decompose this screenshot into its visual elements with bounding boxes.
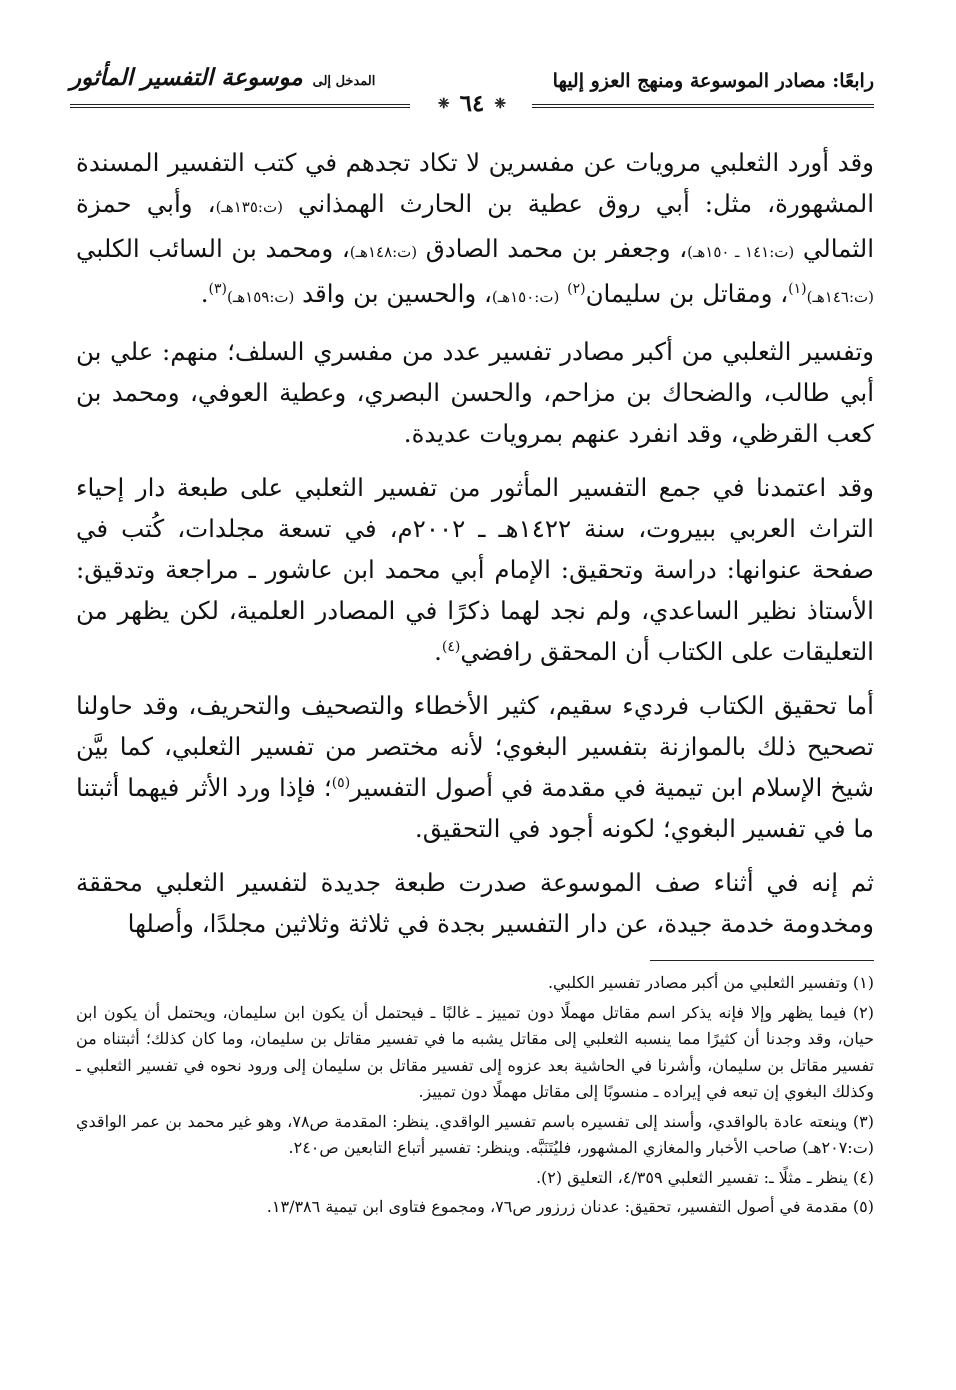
paragraph [76, 142, 874, 318]
book-prefix: المدخل إلى [312, 74, 376, 89]
header-rule-right [532, 104, 874, 108]
paragraph-text: ، وأبي حمزة الثمالي [76, 189, 874, 263]
death-date: (ت:١٤٨هـ) [349, 243, 418, 261]
section-title: رابعًا: مصادر الموسوعة ومنهج العزو إليها [552, 70, 874, 92]
paragraph-text: ، والحسين بن واقد [294, 279, 492, 308]
paragraph-text: أما تحقيق الكتاب فرديء سقيم، كثير الأخطاء والتصحيف والتحريف، وقد حاولنا تصحيح ذلك بالموازنة بتفسير البغوي؛ لأنه مختصر من تفسير الثعلبي، كما بيَّن شيخ الإسلام ابن تيمية في مقدمة في أصول التفسير [76, 691, 875, 802]
paragraph-text: ؛ فإذا ورد الأثر فيهما أثبتنا ما في تفسير البغوي؛ لكونه أجود في التحقيق. [76, 773, 874, 843]
paragraph [76, 331, 874, 454]
ornament-icon: ❈ [494, 95, 507, 112]
footnote: (١) وتفسير الثعلبي من أكبر مصادر تفسير الكلبي. [547, 973, 874, 992]
footnote: (٣) وينعته عادة بالواقدي، وأسند إلى تفسيره باسم تفسير الواقدي. ينظر: المقدمة ص٧٨، وهو غير محمد بن عمر الواقدي (ت:٢٠٧هـ) صاحب الأخبار والمغازي المشهور، فليُتَنَبَّه. وينظر: تفسير أتباع التابعين ص٢٤٠. [76, 1111, 874, 1157]
death-date: (ت:١٤١ ـ ١٥٠هـ) [687, 243, 795, 261]
paragraph-text [559, 279, 567, 308]
header-rule-left [70, 104, 410, 108]
death-date: (ت:١٣٥هـ) [215, 198, 283, 216]
footnote: (٢) فيما يظهر وإلا فإنه يذكر اسم مقاتل مهملًا دون تمييز ـ غالبًا ـ فيحتمل أن يكون ابن سليمان، ويحتمل أن يكون ابن حيان، وقد وجدنا أن كثيرًا مما ينسبه الثعلبي إلى مقاتل يشبه ما في تفسير مقاتل بن سليمان، وما كان كذلك؛ أثبتناه من تفسير مقاتل بن سليمان، وأشرنا في الحاشية بعد عزوه إلى تفسير مقاتل بن سليمان إلى ورود نحوه في تفسير الثعلبي ـ وكذلك البغوي إن تبعه في إيراده ـ منسوبًا إلى مقاتل مهملًا دون تمييز. [76, 1002, 874, 1101]
book-title-block [70, 64, 375, 91]
paragraph-text: ، ومقاتل بن سليمان [585, 279, 789, 308]
death-date: (ت:١٥٠هـ) [491, 288, 560, 306]
page-number-block [438, 90, 506, 117]
paragraph-text: . [434, 637, 442, 666]
paragraph [76, 467, 874, 672]
death-date: (ت:١٤٦هـ) [806, 288, 874, 306]
paragraph [76, 685, 874, 849]
footnote-ref: (٤) [441, 638, 461, 655]
paragraph-text: وقد اعتمدنا في جمع التفسير المأثور من تفسير الثعلبي على طبعة دار إحياء التراث العربي ببيروت، سنة ١٤٢٢هـ ـ ٢٠٠٢م، في تسعة مجلدات، كُتب في صفحة عنوانها: دراسة وتحقيق: الإمام أبي محمد ابن عاشور ـ مراجعة وتدقيق: الأستاذ نظير الساعدي، ولم نجد لهما ذكرًا في المصادر العلمية، لكن يظهر من التعليقات على الكتاب أن المحقق رافضي [76, 473, 874, 666]
paragraph [76, 862, 874, 944]
footnote-ref: (٣) [208, 280, 227, 297]
paragraph-text: ، وجعفر بن محمد الصادق [417, 234, 688, 263]
footnotes [76, 970, 874, 1224]
paragraph-text: وتفسير الثعلبي من أكبر مصادر تفسير عدد من مفسري السلف؛ منهم: علي بن أبي طالب، والضحاك بن مزاحم، والحسن البصري، وعطية العوفي، ومحمد بن كعب القرظي، وقد انفرد عنهم بمرويات عديدة. [76, 337, 874, 448]
paragraph-text: ، ومحمد بن السائب الكلبي [76, 234, 350, 263]
footnote-ref: (١) [788, 280, 807, 297]
paragraph-text: وقد أورد الثعلبي مرويات عن مفسرين لا تكاد تجدهم في كتب التفسير المسندة المشهورة، مثل: أبي روق عطية بن الحارث الهمذاني [76, 148, 874, 218]
footnote-ref: (٢) [567, 280, 586, 297]
paragraph-text: ثم إنه في أثناء صف الموسوعة صدرت طبعة جديدة لتفسير الثعلبي محققة ومخدومة خدمة جيدة، عن دار التفسير بجدة في ثلاثة وثلاثين مجلدًا، وأصلها [76, 868, 874, 938]
book-title-logo: موسوعة التفسير المأثور [70, 64, 303, 91]
footnote: (٥) مقدمة في أصول التفسير، تحقيق: عدنان زرزور ص٧٦، ومجموع فتاوى ابن تيمية ١٣/٣٨٦. [266, 1197, 874, 1216]
footnote: (٤) ينظر ـ مثلًا ـ: تفسير الثعلبي ٤/٣٥٩، التعليق (٢). [535, 1167, 874, 1187]
death-date: (ت:١٥٩هـ) [226, 288, 295, 306]
footnote-ref: (٥) [331, 774, 351, 791]
ornament-icon: ❈ [437, 95, 450, 112]
main-text [76, 142, 874, 957]
paragraph-text: . [200, 279, 209, 308]
page-number: ٦٤ [459, 90, 485, 117]
footnote-separator [650, 960, 874, 961]
running-header [70, 62, 874, 120]
